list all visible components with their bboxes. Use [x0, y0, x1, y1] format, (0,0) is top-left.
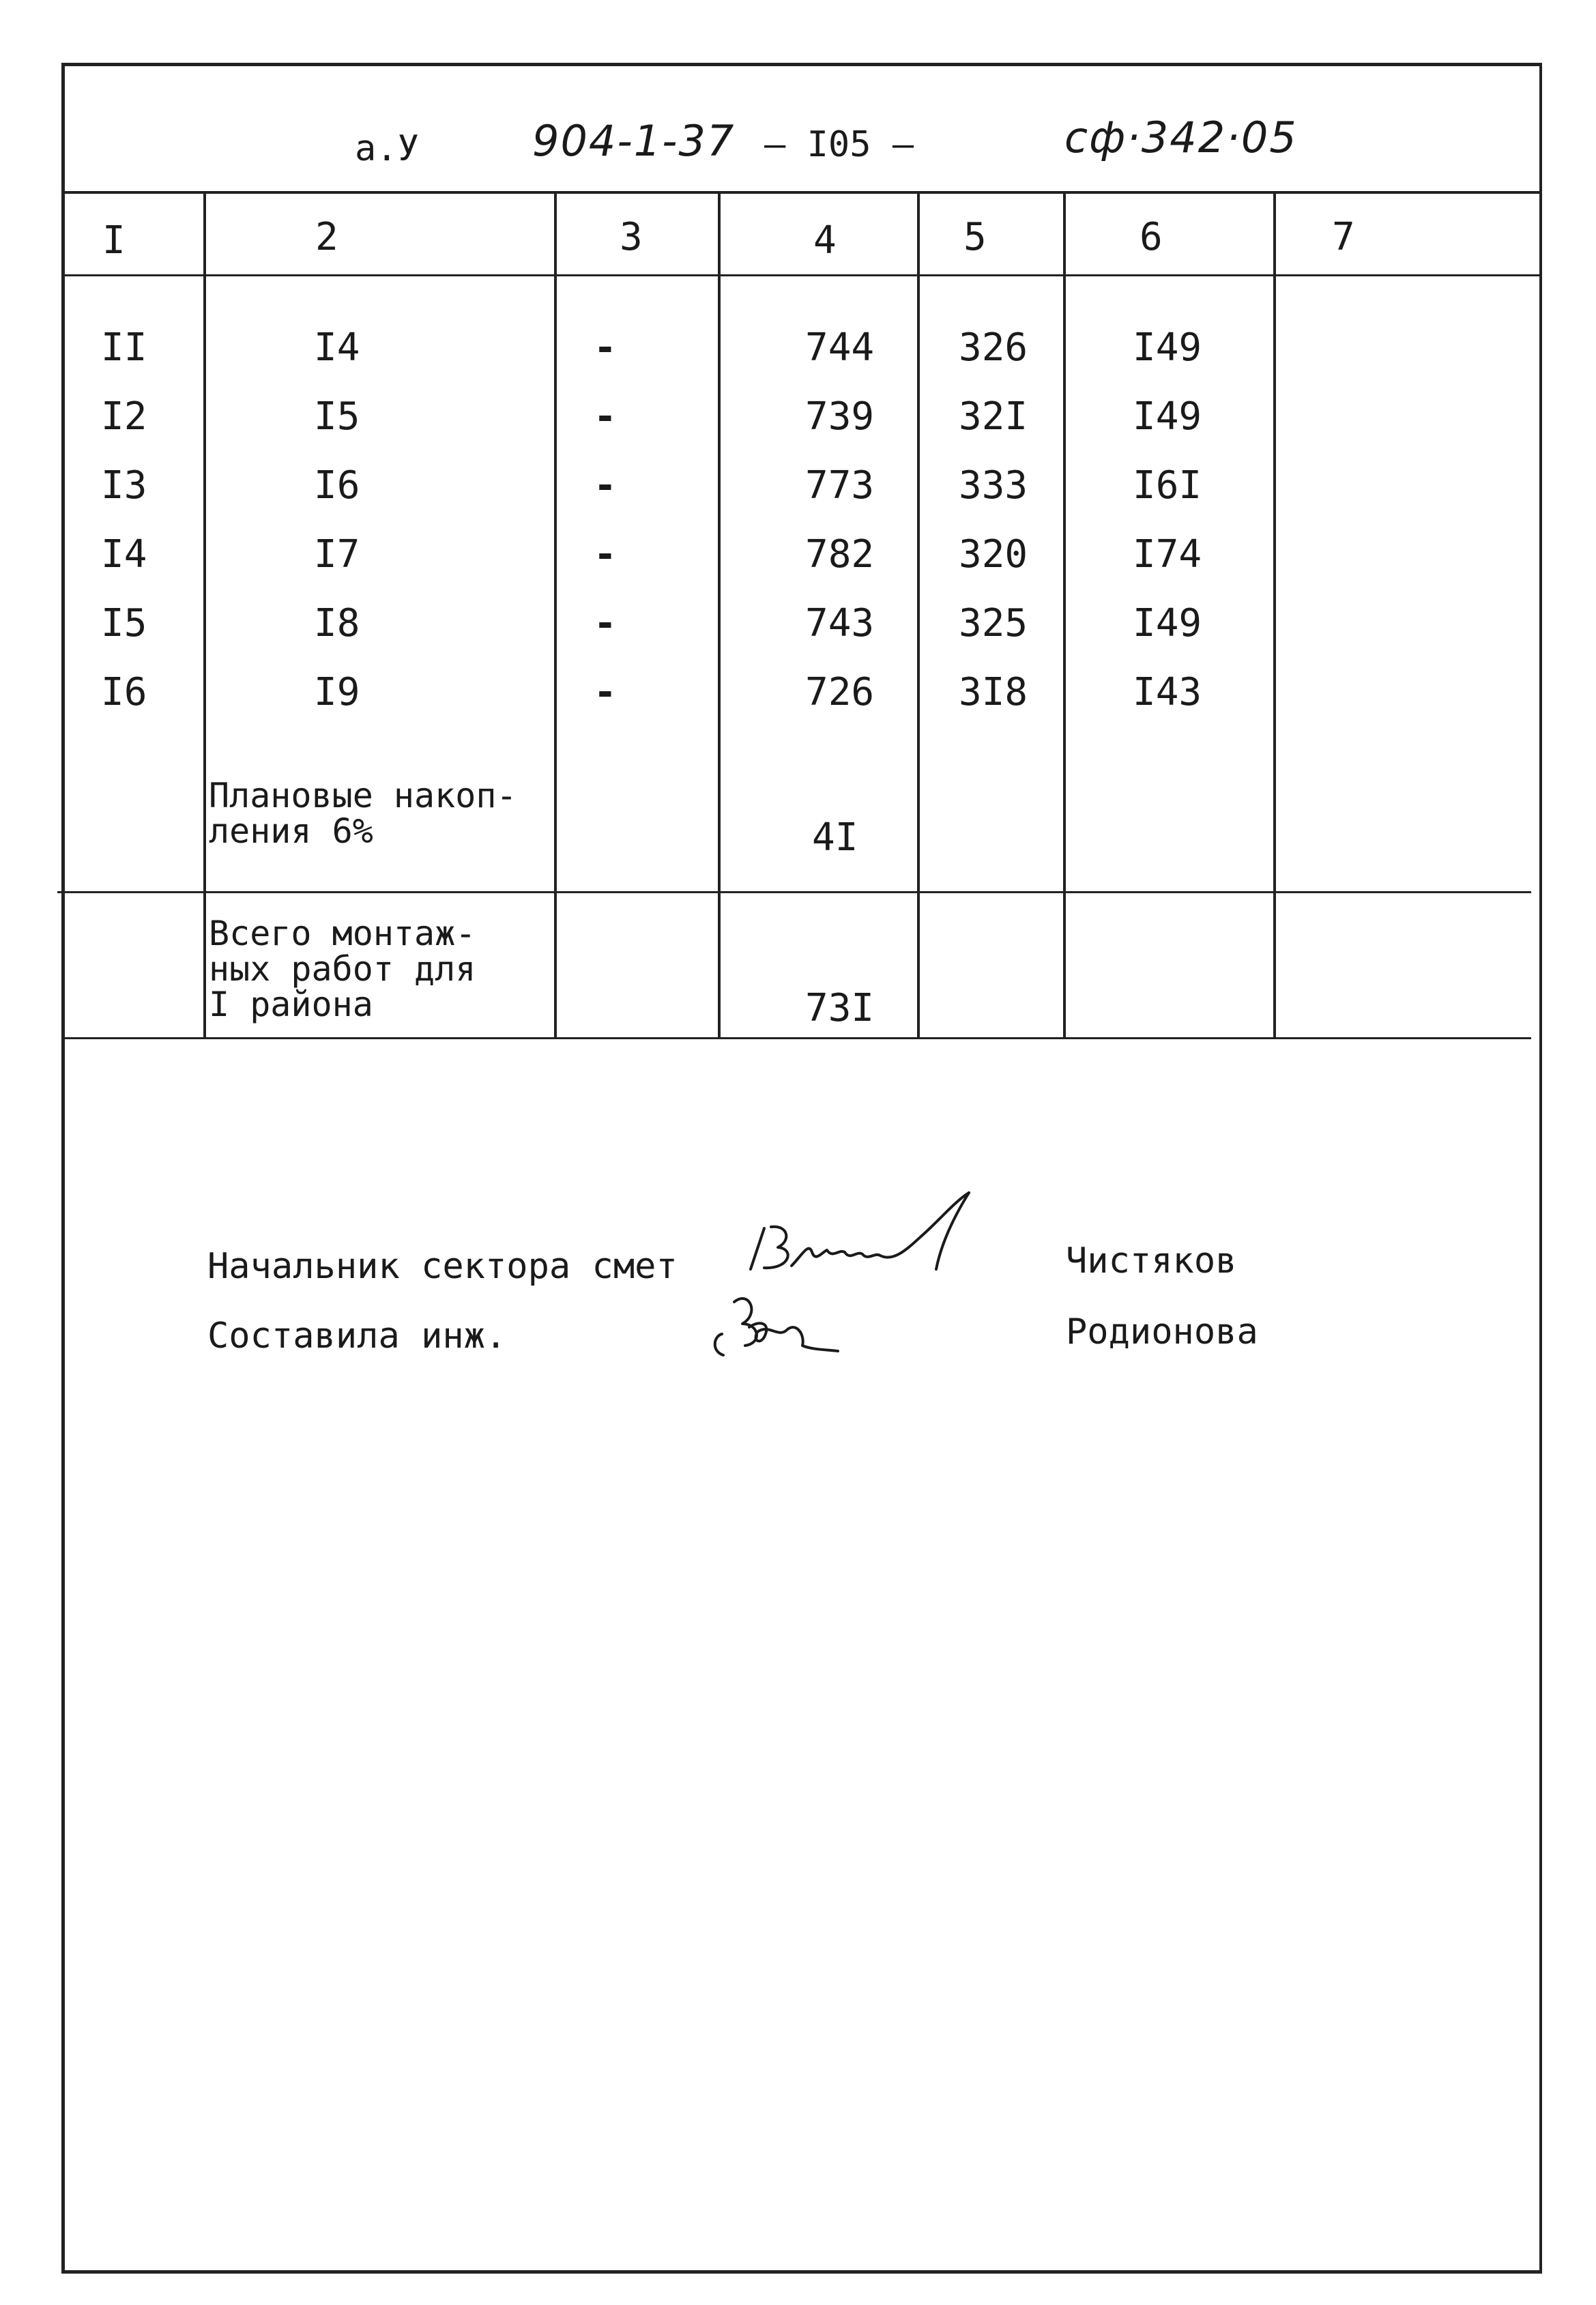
- row-cell: I5: [314, 394, 360, 439]
- column-header-7: 7: [1332, 215, 1355, 259]
- col-divider-6: [1273, 192, 1276, 1039]
- col-divider-2: [554, 192, 557, 1039]
- row-cell: 773: [805, 463, 875, 508]
- planned-label-line2: ления 6%: [209, 811, 373, 851]
- row-cell: 744: [805, 325, 875, 370]
- row-cell: -: [594, 532, 617, 577]
- document-code: сф·342·05: [1064, 113, 1298, 162]
- row-cell: 782: [805, 532, 875, 577]
- row-cell: I6: [101, 670, 147, 714]
- planned-label-line1: Плановые накоп-: [209, 776, 517, 815]
- signatory-name-2: Родионова: [1066, 1311, 1258, 1352]
- column-header-5: 5: [963, 215, 987, 259]
- row-cell: 320: [959, 532, 1028, 577]
- row-cell: I7: [314, 532, 360, 577]
- row-cell: I4: [314, 325, 360, 370]
- row-cell: I3: [101, 463, 147, 508]
- total-label-line2: ных работ для: [209, 949, 476, 989]
- col-divider-3: [718, 192, 721, 1039]
- row-cell: I4: [101, 532, 147, 577]
- row-cell: -: [594, 394, 617, 439]
- header-divider: [63, 191, 1542, 194]
- row-cell: 3I8: [959, 670, 1028, 714]
- column-header-1: I: [102, 218, 126, 263]
- signatory-role-2: Составила инж.: [207, 1316, 507, 1357]
- row-cell: -: [594, 325, 617, 370]
- signatory-role-1: Начальник сектора смет: [207, 1246, 678, 1287]
- handwritten-signature: [669, 1187, 1024, 1365]
- column-header-6: 6: [1140, 215, 1163, 259]
- row-cell: 726: [805, 670, 875, 714]
- row-cell: I49: [1133, 325, 1202, 370]
- row-cell: I2: [101, 394, 147, 439]
- row-cell: I6I: [1133, 463, 1202, 508]
- total-label-line1: Всего монтаж-: [209, 914, 476, 953]
- row-cell: 32I: [959, 394, 1028, 439]
- sheet-number: – I05 –: [764, 124, 914, 165]
- row-cell: -: [594, 601, 617, 646]
- row-cell: I43: [1133, 670, 1202, 714]
- row-cell: -: [594, 670, 617, 714]
- project-code: 904-1-37: [532, 116, 736, 166]
- col-divider-4: [917, 192, 920, 1039]
- row-cell: I6: [314, 463, 360, 508]
- column-header-4: 4: [813, 218, 837, 263]
- row-cell: I74: [1133, 532, 1202, 577]
- row-cell: II: [101, 325, 147, 370]
- planned-value: 4I: [812, 815, 858, 860]
- row-cell: 325: [959, 601, 1028, 646]
- total-label-line3: I района: [209, 985, 373, 1024]
- header-prefix: а.У: [355, 128, 419, 169]
- row-cell: 743: [805, 601, 875, 646]
- document-frame: [61, 63, 1542, 2274]
- row-cell: I5: [101, 601, 147, 646]
- column-header-divider: [63, 274, 1542, 276]
- row-cell: -: [594, 463, 617, 508]
- col-divider-1: [203, 192, 206, 1039]
- row-cell: 739: [805, 394, 875, 439]
- table-bottom-line: [63, 1037, 1531, 1039]
- row-cell: 326: [959, 325, 1028, 370]
- total-value: 73I: [805, 986, 875, 1030]
- planned-divider: [57, 891, 1531, 893]
- row-cell: I9: [314, 670, 360, 714]
- signatory-name-1: Чистяков: [1066, 1241, 1237, 1281]
- row-cell: I8: [314, 601, 360, 646]
- row-cell: 333: [959, 463, 1028, 508]
- col-divider-5: [1063, 192, 1066, 1039]
- column-header-3: 3: [620, 215, 643, 259]
- row-cell: I49: [1133, 601, 1202, 646]
- row-cell: I49: [1133, 394, 1202, 439]
- column-header-2: 2: [315, 215, 338, 259]
